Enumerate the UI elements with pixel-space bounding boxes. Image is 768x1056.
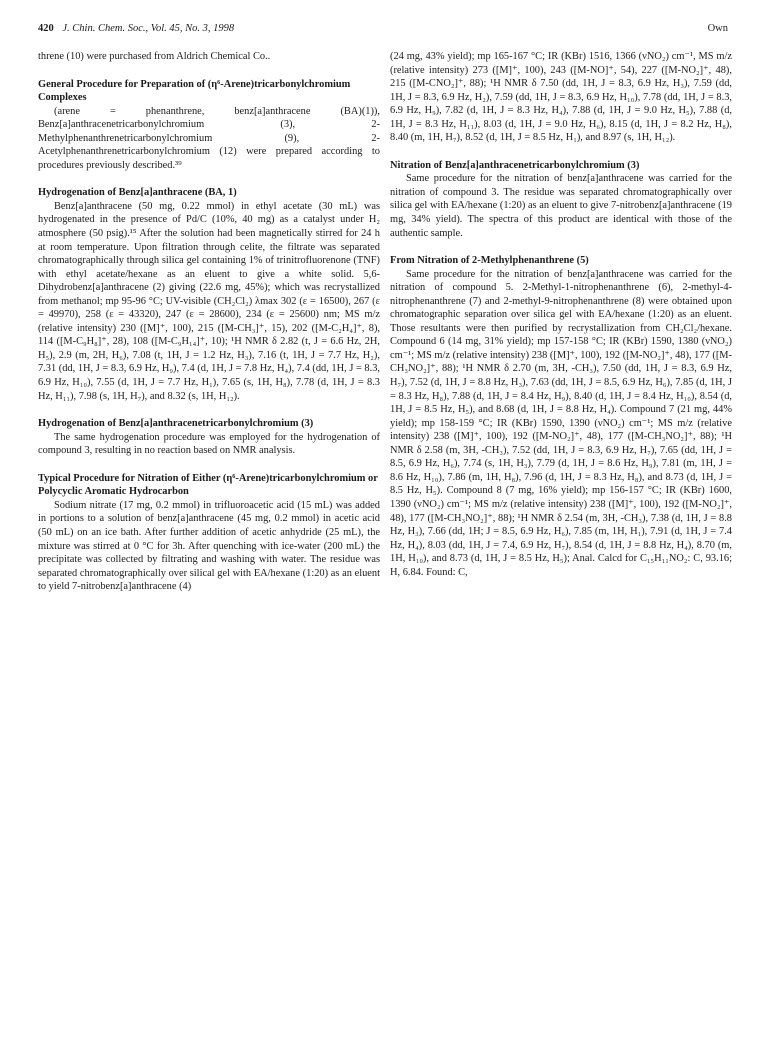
heading-hydrogenation-ba: Hydrogenation of Benz[a]anthracene (BA, 1) bbox=[38, 187, 237, 199]
right-paragraph-2: Same procedure for the nitration of benz[a]anthracene was carried for the nitration of compound 5. 2-Methyl-1-nitrophenanthrene (6), 2-methyl-4-nitrophenanthrene (7) and 2-methyl-9-nitrophenanthrene (8) were obtained upon chromatographic separation over silica gel with EA/hexane (1:20) as an eluent. Those resultants were then purified by recrystallization from CH₂Cl₂/hexane. Compound 6 (14 mg, 31% yield); mp 157-158 °C; IR (KBr) 1590, 1380 (νNO₂) cm⁻¹; MS m/z (relative intensity) 238 ([M]⁺, 100), 192 ([M-NO₂]⁺, 48), 177 ([M-CH₃NO₂]⁺, 88); ¹H NMR δ 2.70 (m, 3H, -CH₃), 7.50 (dd, 1H, J = 8.3, 6.9 Hz, H₇), 7.52 (d, 1H, J = 8.8 Hz, H₃), 7.63 (dd, 1H, J = 8.5, 6.9 Hz, H₆), 7.85 (d, 1H, J = 8.3 Hz, H₈), 7.88 (d, 1H, J = 8.4 Hz, H₉), 8.40 (d, 1H, J = 8.4 Hz, H₁₀), 8.54 (d, 1H, J = 8.5 Hz, H₅), and 8.68 (d, 1H, J = 8.8 Hz, H₄). Compound 7 (21 mg, 44% yield); mp 158-159 °C; IR (KBr) 1590, 1390 (νNO₂) cm⁻¹; MS m/z (relative intensity) 238 ([M]⁺, 100), 192 ([M-NO₂]⁺, 48), 177 ([M-CH₃NO₂]⁺, 88); ¹H NMR δ 2.58 (m, 3H, -CH₃), 7.52 (dd, 1H, J = 8.3, 6.9 Hz, H₇), 7.65 (dd, 1H, J = 8.5, 6.9 Hz, H₆), 7.74 (s, 1H, H₃), 7.79 (d, 1H, J = 8.6 Hz, H₉), 7.81 (m, 1H, J = 8.6 Hz, H₁₀), 7.86 (m, 1H, H₈), 7.96 (d, 1H, J = 8.3 Hz, H₈), and 8.73 (d, 1H, J = 8.5 Hz, H₅). Compound 8 (7 mg, 16% yield); mp 156-157 °C; IR (KBr) 1600, 1390 (νNO₂) cm⁻¹; MS m/z (relative intensity) 238 ([M]⁺, 100), 192 ([M-NO₂]⁺, 48), 177 ([M-CH₃NO₂]⁺, 88); ¹H NMR δ 2.54 (m, 3H, -CH₃), 7.38 (d, 1H, J = 8.8 Hz, H₃), 7.66 (dd, 1H; J = 8.5, 6.9 Hz, H₆), 7.85 (m, 1H, H₁), 7.91 (d, 1H, J = 7.4 Hz, H₄), 8.03 (dd, 1H, J = 7.4, 6.9 Hz, H₇), 8.54 (d, 1H, J = 8.8 Hz, H₄), 8.70 (m, 1H, H₁₀), and 8.73 (d, 1H, J = 8.5 Hz, H₅); Anal. Calcd for C₁₅H₁₁NO₂: C, 93.16; H, 6.84. Found: C, bbox=[390, 268, 732, 578]
left-column bbox=[38, 50, 380, 594]
journal-citation: J. Chin. Chem. Soc., Vol. 45, No. 3, 1998 bbox=[62, 23, 235, 34]
left-paragraph-3: The same hydrogenation procedure was employed for the hydrogenation of compound 3, resulting in no reaction based on NMR analysis. bbox=[38, 431, 380, 457]
left-paragraph-0: threne (10) were purchased from Aldrich Chemical Co.. bbox=[38, 51, 271, 62]
right-column bbox=[390, 50, 732, 579]
running-author: Own bbox=[707, 23, 728, 34]
heading-hydrogenation-complex: Hydrogenation of Benz[a]anthracenetricarbonylchromium (3) bbox=[38, 418, 314, 430]
left-paragraph-4: Sodium nitrate (17 mg, 0.2 mmol) in trifluoroacetic acid (15 mL) was added in portions to a solution of benz[a]anthracene (45 mg, 0.2 mmol) in acetic acid (50 mL) on an ice bath. After further addition of acetic anhydride (25 mL), the mixture was stirred at 0 °C for 3h. After quenching with ice-water (200 mL) the precipitate was collected by filtrating and washing with water. The residue was separated chromatographically over silical gel with EA/hexane (1:20) as an eluent to yield 7-nitrobenz[a]anthracene (4) bbox=[38, 499, 380, 593]
running-head bbox=[38, 22, 728, 36]
heading-general-procedure: General Procedure for Preparation of (η⁶-Arene)tricarbonylchromium Complexes bbox=[38, 78, 351, 104]
left-paragraph-1: (arene = phenanthrene, benz[a]anthracene (BA)(1)), Benz[a]anthracenetricarbonylchromium (3), 2-Methylphenanthrenetricarbonylchromium (9), 2-Acetylphenanthrenetricarbonylchromium (12) were prepared according to procedures previously described.³⁹ bbox=[38, 105, 380, 171]
heading-nitration-methylphenanthrene: From Nitration of 2-Methylphenanthrene (5) bbox=[390, 255, 589, 267]
heading-nitration-complex: Nitration of Benz[a]anthracenetricarbonylchromium (3) bbox=[390, 159, 640, 171]
heading-typical-nitration: Typical Procedure for Nitration of Either (η⁶-Arene)tricarbonylchromium or Polycyclic Aromatic Hydrocarbon bbox=[38, 472, 378, 498]
left-paragraph-2: Benz[a]anthracene (50 mg, 0.22 mmol) in ethyl acetate (30 mL) was hydrogenated in the presence of Pd/C (10%, 40 mg) as a catalyst under H₂ atmosphere (50 psig).¹⁵ After the solution had been magnetically stirred for 24 h at room temperature. Upon filtration through celite, the filtrate was separated chromatographically through silica gel containing 1% of trinitrofluorenone (TNF) with ethyl acetate/hexane as an eluent to give a white solid. 5,6-Dihydrobenz[a]anthracene (2) giving (22.6 mg, 45%); which was recrystallized from methanol; mp 95-96 °C; UV-visible (CH₂Cl₂) λmax 302 (ε = 16500), 267 (ε = 49970), 258 (ε = 43320), 247 (ε = 28600), 234 (ε = 25600) nm; MS m/z (relative intensity) 230 ([M]⁺, 100), 215 ([M-CH₃]⁺, 15), 202 ([M-C₂H₄]⁺, 8), 114 ([M-C₉H₈]⁺, 28), 108 ([M-C₉H₁₄]⁺, 10); ¹H NMR δ 2.82 (t, J = 6.6 Hz, 2H, H₅), 2.9 (m, 2H, H₆), 7.08 (t, 1H, J = 1.2 Hz, H₃), 7.16 (t, 1H, J = 7.7 Hz, H₂), 7.31 (dd, 1H, J = 8.3, 6.9 Hz, H₉), 7.4 (d, 1H, J = 7.8 Hz, H₄), 7.4 (dd, 1H, J = 8.3, 6.9 Hz, H₁₀), 7.55 (d, 1H, J = 7.7 Hz, H₁), 7.65 (s, 1H, H₈), 7.78 (d, 1H, J = 8.3 Hz, H₁₁), 7.98 (s, 1H, H₇), and 8.32 (s, 1H, H₁₂). bbox=[38, 200, 381, 402]
right-paragraph-1: Same procedure for the nitration of benz[a]anthracene was carried for the nitration of compound 3. The residue was separated chromatographically over silica gel with EA/hexane (1:20) as an eluent to give 7-nitrobenz[a]anthracene (19 mg, 34% yield). The spectra of this product are identical with those of the authentic sample. bbox=[390, 173, 732, 239]
right-paragraph-0: (24 mg, 43% yield); mp 165-167 °C; IR (KBr) 1516, 1366 (νNO₂) cm⁻¹, MS m/z (relative intensity) 273 ([M]⁺, 100), 243 ([M-NO]⁺, 54), 227 ([M-NO₂]⁺, 48), 215 ([M-CNO₂]⁺, 88); ¹H NMR δ 7.50 (dd, 1H, J = 8.3, 6.9 Hz, H₃), 7.59 (dd, 1H, J = 8.3, 6.9 Hz, H₂), 7.59 (dd, 1H, J = 8.3, 6.9 Hz, H₁₀), 7.78 (dd, 1H, J = 8.3, 6.9 Hz, H₉), 7.82 (d, 1H, J = 8.3 Hz, H₄), 7.88 (d, 1H, J = 9.0 Hz, H₅), 7.88 (d, 1H, J = 8.3 Hz, H₁₁), 8.03 (d, 1H, J = 9.0 Hz, H₆), 8.15 (d, 1H, J = 8.2 Hz, H₈), 8.40 (m, 1H, H₇), 8.52 (d, 1H, J = 8.5 Hz, H₁), and 8.97 (s, 1H, H₁₂). bbox=[390, 51, 732, 144]
page-number: 420 bbox=[38, 23, 54, 34]
